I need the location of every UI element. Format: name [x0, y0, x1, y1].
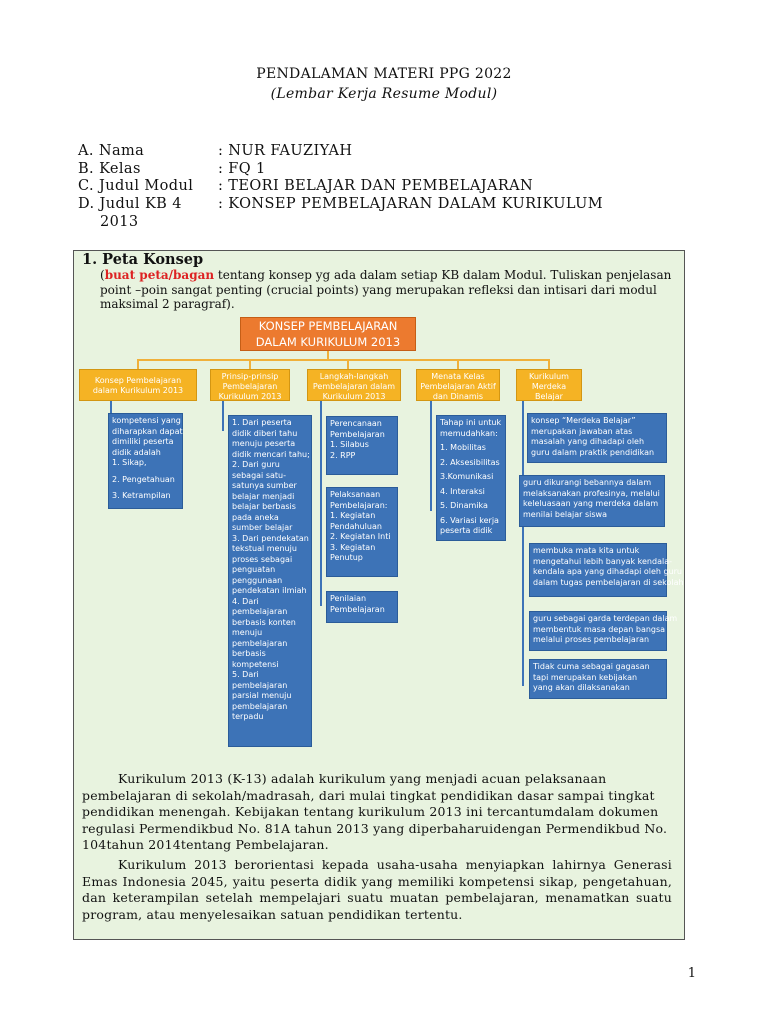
- detail-line: Penilaian: [330, 594, 367, 603]
- main-line: DALAM KURIKULUM 2013: [255, 334, 401, 349]
- detail-line: pada aneka: [232, 512, 279, 522]
- detail-line: Penutup: [330, 553, 363, 562]
- detail-line: 4. Dari: [232, 596, 259, 606]
- detail-line: 2. Dari guru: [232, 460, 280, 469]
- cat-line: Kurikulum: [529, 372, 569, 381]
- detail-line: memudahkan:: [440, 428, 498, 438]
- concept-detail-merdeka-4: [529, 611, 678, 651]
- detail-line: Pendahuluan: [330, 521, 382, 531]
- detail-line: pembelajaran: [232, 638, 288, 648]
- identity-label: B. Kelas: [78, 161, 141, 177]
- detail-line: melaksanakan profesinya, melalui: [523, 488, 660, 498]
- detail-line: menuju: [232, 628, 263, 637]
- cat-line: Konsep Pembelajaran: [94, 376, 182, 385]
- summary-paragraph-2: Kurikulum 2013 berorientasi kepada usaha-usaha menyiapkan lahirnya Generasi Emas Indonesia 2045, yaitu peserta didik yang memiliki kompetensi sikap, pengetahuan, dan keterampilan setelah mempelajari suatu muatan pembelajaran, menamatkan suatu program, atau menyelesaikan satuan pendidikan tertentu.: [82, 857, 672, 922]
- connector-line: [522, 401, 524, 686]
- concept-detail-konsep: [108, 413, 183, 509]
- detail-line: keleluasaan yang merdeka dalam: [523, 499, 659, 508]
- cat-line: Prinsip-prinsip: [221, 372, 279, 381]
- identity-value: : NUR FAUZIYAH: [218, 143, 353, 159]
- detail-line: 2. Kegiatan Inti: [330, 532, 391, 541]
- summary-paragraph-1: Kurikulum 2013 (K-13) adalah kurikulum yang menjadi acuan pelaksanaan pembelajaran di sekolah/madrasah, dari mulai tingkat pendidikan dasar sampai tingkat pendidikan menengah. Kebijakan tentang kurikulum 2013 ini tercantumdalam dokumen regulasi Permendikbud No. 81A tahun 2013 yang diperbaharuidengan Permendikbud No. 104tahun 2014tentang Pembelajaran.: [82, 771, 668, 852]
- detail-line: pembelajaran: [232, 680, 288, 690]
- detail-line: pembelajaran: [232, 701, 288, 711]
- connector-line: [320, 401, 322, 606]
- detail-line: mengetahui lebih banyak kendala-: [533, 556, 672, 566]
- detail-line: 2. Aksesibilitas: [440, 457, 500, 467]
- desc-rest: tentang konsep yg ada dalam setiap KB dalam Modul. Tuliskan penjelasan point –poin sangat penting (crucial points) yang merupakan refleksi dan intisari dari modul maksimal 2 paragraf).: [100, 268, 672, 311]
- connector-line: [548, 359, 550, 369]
- concept-detail-merdeka-1: [527, 413, 667, 463]
- detail-line: guru dalam praktik pendidikan: [531, 447, 655, 457]
- detail-line: 4. Interaksi: [440, 486, 485, 496]
- detail-line: terpadu: [232, 712, 264, 721]
- detail-line: tapi merupakan kebijakan: [533, 672, 638, 682]
- connector-line: [137, 359, 139, 369]
- identity-label: C. Judul Modul: [78, 178, 194, 194]
- connector-line: [222, 401, 224, 431]
- detail-line: Pembelajaran: [330, 604, 385, 614]
- detail-line: berbasis konten: [232, 617, 296, 627]
- detail-line: 1. Sikap,: [112, 458, 147, 467]
- detail-line: 2. Pengetahuan: [112, 474, 175, 484]
- cat-line: Kurikulum 2013: [322, 392, 386, 401]
- detail-line: Tidak cuma sebagai gagasan: [533, 662, 650, 671]
- detail-line: membentuk masa depan bangsa: [533, 624, 666, 634]
- detail-line: menuju peserta: [232, 439, 296, 448]
- detail-line: 1. Mobilitas: [440, 443, 486, 452]
- detail-line: yang akan dilaksanakan: [533, 683, 630, 692]
- detail-line: tekstual menuju: [232, 544, 297, 553]
- desc-highlight: buat peta/bagan: [104, 268, 215, 282]
- cat-line: dan Dinamis: [432, 392, 484, 401]
- cat-line: Merdeka: [531, 382, 567, 391]
- identity-value: : FQ 1: [218, 161, 266, 177]
- concept-detail-merdeka-2: [519, 475, 665, 527]
- detail-line: 5. Dinamika: [440, 501, 488, 510]
- identity-label: A. Nama: [78, 143, 145, 159]
- detail-line: merupakan jawaban atas: [531, 426, 633, 436]
- identity-value: : TEORI BELAJAR DAN PEMBELAJARAN: [218, 178, 534, 194]
- document-subtitle: (Lembar Kerja Resume Modul): [270, 86, 498, 102]
- detail-line: didik mencari tahu;: [232, 449, 310, 459]
- cat-line: Menata Kelas: [431, 372, 485, 381]
- cat-line: Kurikulum 2013: [218, 392, 282, 401]
- detail-line: kompetensi yang: [112, 416, 181, 425]
- detail-line: peserta didik: [440, 526, 493, 535]
- page-number: 1: [687, 966, 696, 981]
- connector-line: [457, 359, 459, 369]
- detail-line: parsial menuju: [232, 691, 292, 700]
- detail-line: penguatan: [232, 565, 276, 574]
- detail-line: masalah yang dihadapi oleh: [531, 437, 645, 446]
- detail-line: belajar menjadi: [232, 491, 295, 501]
- category-langkah: [307, 369, 401, 401]
- concept-detail-pelaksanaan: [326, 487, 398, 577]
- detail-line: pembelajaran: [232, 607, 288, 616]
- cat-line: Pembelajaran dalam: [312, 382, 396, 391]
- detail-line: diharapkan dapat: [112, 426, 183, 436]
- concept-detail-perencanaan: [326, 416, 398, 475]
- detail-line: guru dikurangi bebannya dalam: [523, 478, 652, 487]
- detail-line: kompetensi: [232, 659, 279, 669]
- category-merdeka: [516, 369, 582, 401]
- concept-main-box: [240, 317, 416, 351]
- connector-line: [137, 359, 550, 361]
- detail-line: 3. Kegiatan: [330, 542, 376, 552]
- detail-line: 3.Komunikasi: [440, 472, 494, 481]
- detail-line: berbasis: [232, 649, 266, 658]
- detail-line: Pembelajaran: [330, 429, 385, 439]
- detail-line: 1. Kegiatan: [330, 511, 376, 520]
- cat-line: Langkah-langkah: [319, 372, 389, 381]
- identity-value: : KONSEP PEMBELAJARAN DALAM KURIKULUM: [218, 196, 603, 212]
- section-header: [74, 251, 684, 314]
- detail-line: Tahap ini untuk: [440, 418, 502, 427]
- detail-line: Pelaksanaan: [330, 490, 381, 499]
- detail-line: Perencanaan: [330, 419, 382, 428]
- detail-line: kendala apa yang dihadapi oleh guru: [533, 567, 682, 576]
- cat-line: Pembelajaran: [222, 382, 278, 391]
- detail-line: 1. Silabus: [330, 440, 369, 449]
- identity-value: 2013: [100, 214, 139, 230]
- cat-line: Pembelajaran Aktif: [420, 382, 496, 391]
- detail-line: Pembelajaran:: [330, 500, 388, 510]
- category-prinsip: [210, 369, 290, 401]
- detail-line: penggunaan: [232, 575, 283, 585]
- desc-open: (: [100, 268, 105, 282]
- detail-line: 1. Dari peserta: [232, 418, 292, 427]
- detail-line: 3. Ketrampilan: [112, 491, 171, 500]
- detail-line: konsep “Merdeka Belajar”: [531, 416, 636, 425]
- detail-line: pendekatan ilmiah: [232, 586, 307, 595]
- detail-line: 6. Variasi kerja: [440, 515, 499, 525]
- detail-line: didik adalah: [112, 447, 161, 457]
- detail-line: satunya sumber: [232, 481, 297, 490]
- detail-line: sumber belajar: [232, 523, 293, 532]
- main-line: KONSEP PEMBELAJARAN: [258, 319, 398, 333]
- concept-detail-menata-kelas: [436, 415, 506, 541]
- category-menata-kelas: [416, 369, 500, 401]
- connector-line: [249, 359, 251, 369]
- document-title: PENDALAMAN MATERI PPG 2022: [256, 66, 512, 82]
- concept-detail-merdeka-3: [529, 543, 684, 597]
- detail-line: membuka mata kita untuk: [533, 546, 640, 555]
- connector-line: [347, 359, 349, 369]
- detail-line: melalui proses pembelajaran: [533, 635, 650, 644]
- cat-line: dalam Kurikulum 2013: [92, 386, 184, 395]
- detail-line: 2. RPP: [330, 450, 356, 460]
- connector-line: [430, 401, 432, 511]
- detail-line: 3. Dari pendekatan: [232, 533, 309, 543]
- detail-line: didik diberi tahu: [232, 428, 298, 438]
- identity-label: D. Judul KB 4: [78, 196, 182, 212]
- section-title: 1. Peta Konsep: [82, 251, 204, 268]
- detail-line: sebagai satu-: [232, 470, 286, 480]
- detail-line: proses sebagai: [232, 554, 293, 564]
- concept-detail-merdeka-5: [529, 659, 667, 699]
- detail-line: belajar berbasis: [232, 502, 296, 511]
- detail-line: guru sebagai garda terdepan dalam: [533, 614, 678, 623]
- detail-line: menilai belajar siswa: [523, 509, 607, 519]
- detail-line: dalam tugas pembelajaran di sekolah: [533, 577, 684, 587]
- detail-line: 5. Dari: [232, 670, 259, 679]
- section-description: [100, 268, 675, 312]
- concept-detail-prinsip: [228, 415, 312, 747]
- concept-detail-penilaian: [326, 591, 398, 623]
- detail-line: dimiliki peserta: [112, 437, 174, 446]
- category-konsep: [79, 369, 197, 401]
- cat-line: Belajar: [535, 392, 563, 401]
